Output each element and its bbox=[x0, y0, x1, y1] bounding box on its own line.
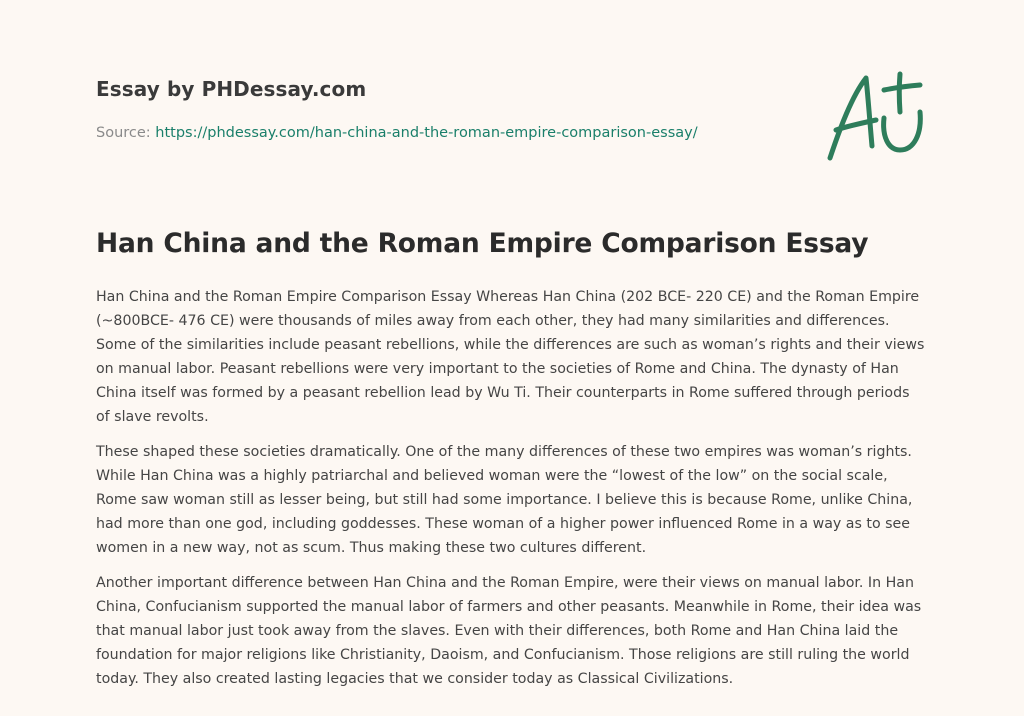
site-brand: Essay by PHDessay.com bbox=[96, 77, 367, 101]
source-link[interactable]: https://phdessay.com/han-china-and-the-roman-empire-comparison-essay/ bbox=[155, 125, 698, 141]
source-line bbox=[96, 123, 796, 143]
essay-paragraph: Another important difference between Han China and the Roman Empire, were their views on manual labor. In Han China, Confucianism supported the manual labor of farmers and other peasants. Meanwhile in Rome, their idea was that manual labor just took away from the slaves. Even with their differences, both Rome and Han China laid the foundation for major religions like Christianity, Daoism, and Confucianism. Those religions are still ruling the world today. They also created lasting legacies that we consider today as Classical Civilizations. bbox=[96, 575, 922, 687]
essay-paragraph: These shaped these societies dramatically. One of the many differences of these two empires was woman’s rights. While Han China was a highly patriarchal and believed woman were the “lowest of the low” on the social scale, Rome saw woman still as lesser being, but still had some importance. I believe this is because Rome, unlike China, had more than one god, including goddesses. These woman of a higher power influenced Rome in a way as to see women in a new way, not as scum. Thus making these two cultures different. bbox=[96, 444, 913, 556]
essay-paragraph: Han China and the Roman Empire Comparison Essay Whereas Han China (202 BCE- 220 CE) and the Roman Empire (~800BCE- 476 CE) were thousands of miles away from each other, they had many similarities and differences. Some of the similarities include peasant rebellions, while the differences are such as woman’s rights and their views on manual labor. Peasant rebellions were very important to the societies of Rome and China. The dynasty of Han China itself was formed by a peasant rebellion lead by Wu Ti. Their counterparts in Rome suffered through periods of slave revolts. bbox=[96, 289, 925, 425]
source-label: Source: bbox=[96, 125, 156, 141]
essay-title: Han China and the Roman Empire Comparison Essay bbox=[96, 228, 869, 259]
a-plus-logo-icon bbox=[822, 66, 926, 166]
essay-body bbox=[96, 285, 926, 702]
essay-header bbox=[96, 74, 796, 143]
a-plus-logo-svg bbox=[822, 66, 926, 166]
